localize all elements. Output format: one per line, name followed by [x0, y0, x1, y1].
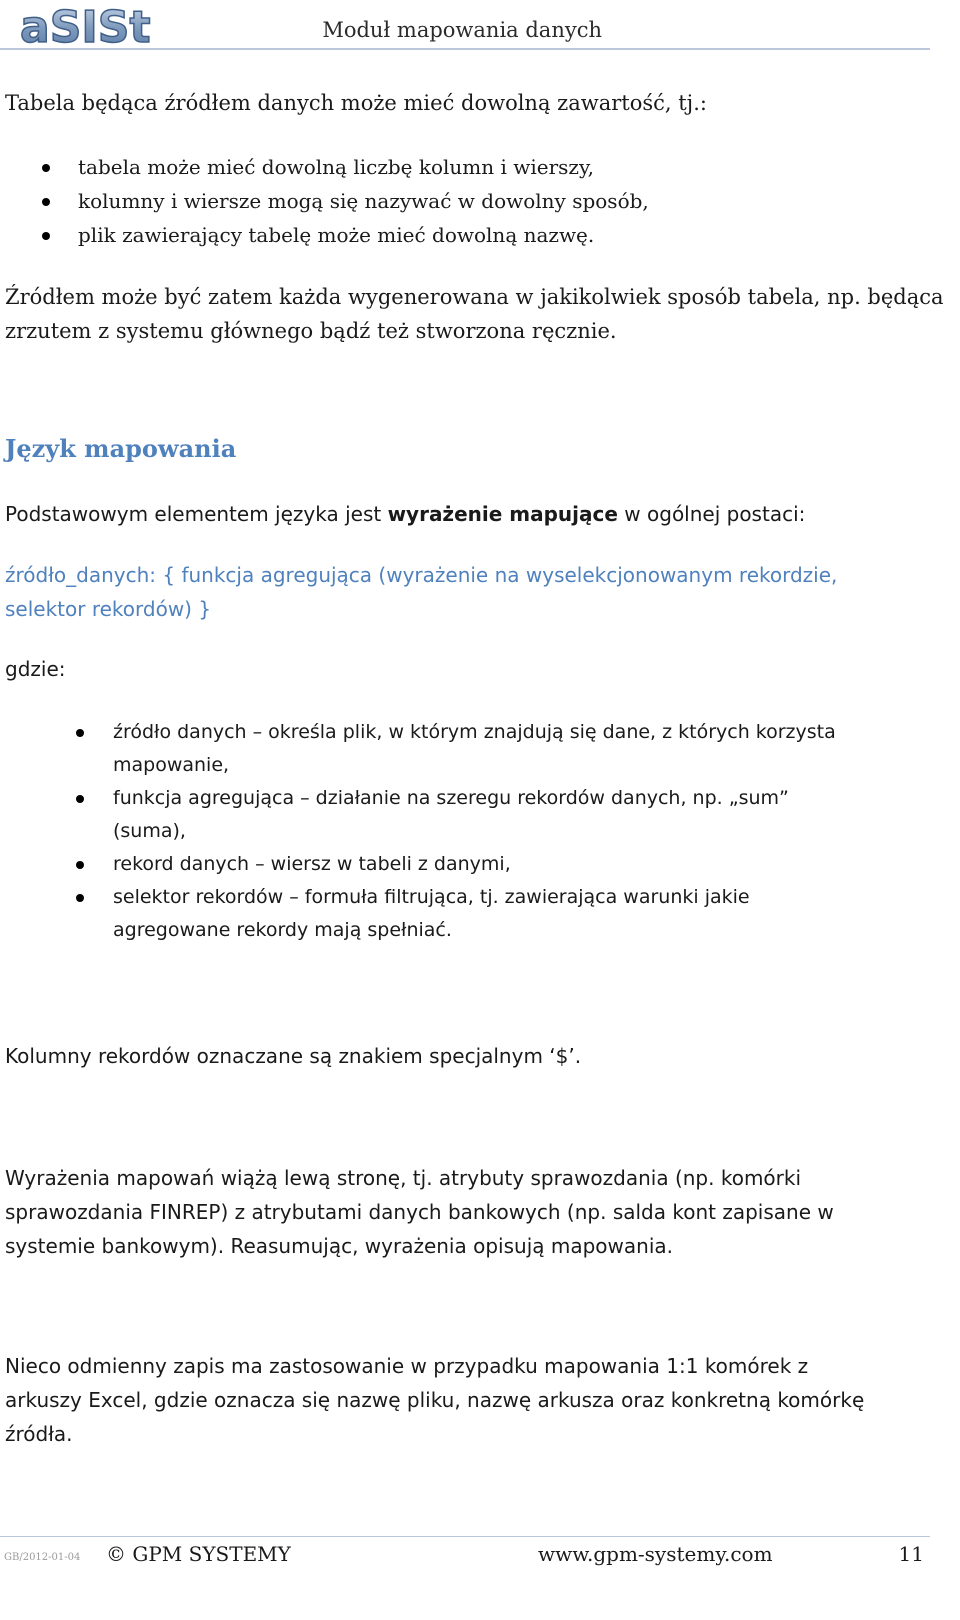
bullet-icon — [42, 198, 50, 206]
bullet-icon — [42, 232, 50, 240]
list-item: źródło danych – określa plik, w którym znajdują się dane, z których korzysta mapowanie, — [0, 716, 836, 782]
list-item: kolumny i wiersze mogą się nazywać w dowolny sposób, — [0, 184, 649, 218]
where-label: gdzie: — [5, 657, 66, 681]
basic-element-paragraph: Podstawowym elementem języka jest wyrażenie mapujące w ogólnej postaci: — [5, 502, 806, 526]
header-divider — [0, 48, 930, 50]
section-heading: Język mapowania — [5, 434, 237, 463]
page-header — [0, 0, 930, 52]
list-item: plik zawierający tabelę może mieć dowolną nazwę. — [0, 218, 649, 252]
bullet-icon — [76, 729, 84, 737]
asist-logo — [18, 2, 158, 48]
list-item: tabela może mieć dowolną liczbę kolumn i wierszy, — [0, 150, 649, 184]
source-paragraph: Źródłem może być zatem każda wygenerowana w jakikolwiek sposób tabela, np. będąca zrzutem z systemu głównego bądź też stworzona ręcznie. — [5, 285, 944, 343]
page-number: 11 — [898, 1542, 924, 1566]
list-item: selektor rekordów – formuła filtrująca, tj. zawierająca warunki jakie agregowane rekordy mają spełniać. — [0, 881, 836, 947]
page-footer — [0, 1530, 930, 1570]
bold-term: wyrażenie mapujące — [387, 502, 618, 526]
bullet-icon — [76, 894, 84, 902]
company-name: © GPM SYSTEMY — [106, 1542, 291, 1566]
intro-paragraph: Tabela będąca źródłem danych może mieć dowolną zawartość, tj.: — [5, 91, 707, 115]
excel-paragraph: Nieco odmienny zapis ma zastosowanie w przypadku mapowania 1:1 komórek z arkuszy Excel, gdzie oznacza się nazwę pliku, nazwę arkusza oraz konkretną komórkę źródła. — [5, 1354, 865, 1446]
document-title: Moduł mapowania danych — [322, 18, 602, 42]
bullet-icon — [76, 861, 84, 869]
footer-divider — [0, 1536, 930, 1537]
list-item: rekord danych – wiersz w tabeli z danymi, — [0, 848, 836, 881]
formula-syntax: źródło_danych: { funkcja agregująca (wyrażenie na wyselekcjonowanym rekordzie, selektor rekordów) } — [5, 563, 838, 621]
list-item: funkcja agregująca – działanie na szeregu rekordów danych, np. „sum” (suma), — [0, 782, 836, 848]
bullet-icon — [76, 795, 84, 803]
company-url[interactable]: www.gpm-systemy.com — [538, 1542, 773, 1566]
svg-text:aSISt: aSISt — [20, 2, 151, 48]
content-properties-list — [0, 150, 649, 252]
definitions-list — [0, 716, 836, 947]
document-code: GB/2012-01-04 — [4, 1552, 81, 1563]
expressions-paragraph: Wyrażenia mapowań wiążą lewą stronę, tj. atrybuty sprawozdania (np. komórki sprawozdania FINREP) z atrybutami danych bankowych (np. salda kont zapisane w systemie bankowym). Reasumując, wyrażenia opisują mapowania. — [5, 1166, 834, 1258]
columns-note: Kolumny rekordów oznaczane są znakiem specjalnym ‘$’. — [5, 1044, 582, 1068]
bullet-icon — [42, 164, 50, 172]
